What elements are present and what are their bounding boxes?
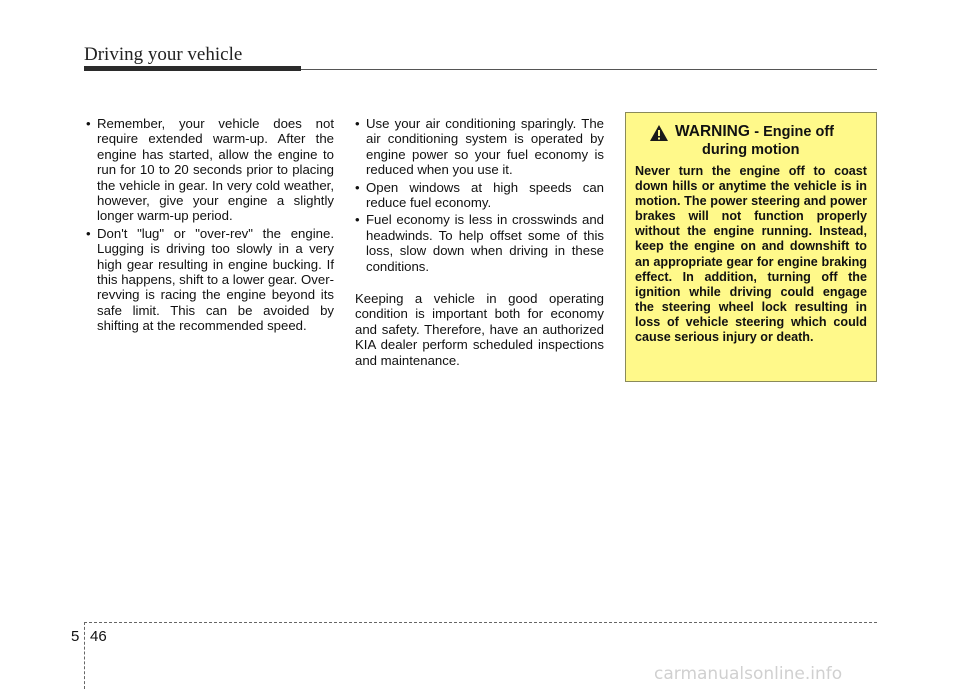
bullet-text: Open windows at high speeds can reduce fuel economy. — [366, 179, 604, 211]
footer-divider — [84, 622, 85, 689]
warning-triangle-icon — [649, 124, 669, 142]
list-item — [355, 180, 604, 211]
warning-subtitle-line2: during motion — [702, 142, 800, 158]
warning-box — [625, 112, 877, 382]
watermark: carmanualsonline.info — [654, 664, 843, 684]
left-bullet-list — [86, 116, 334, 334]
bullet-text: Remember, your vehicle does not require extended warm-up. After the engine has started, allow the engine to run for 10 to 20 seconds prior to placing the vehicle in gear. In very cold weather, however, give your engine a slightly longer warm-up period. — [97, 116, 334, 224]
middle-column — [355, 116, 604, 368]
bullet-text: Fuel economy is less in crosswinds and headwinds. To help offset some of this loss, slow down when driving in these conditions. — [366, 212, 604, 274]
warning-label — [675, 123, 834, 141]
warning-header — [635, 121, 867, 159]
header-bar — [84, 66, 301, 71]
bullet-marker: • — [86, 116, 91, 131]
list-item — [355, 212, 604, 274]
bullet-marker: • — [355, 179, 360, 195]
bullet-marker: • — [86, 225, 91, 241]
bullet-text: Use your air conditioning sparingly. The air conditioning system is operated by engine power so your fuel economy is reduced when you use it. — [366, 116, 604, 178]
bullet-marker: • — [355, 212, 360, 228]
chapter-number: 5 — [71, 628, 80, 645]
bullet-text: Don't "lug" or "over-rev" the engine. Lugging is driving too slowly in a very high gear resulting in engine bucking. If this happens, shift to a lower gear. Over-revving is racing the engine beyond its safe limit. This can be avoided by shifting at the recommended speed. — [97, 225, 334, 334]
footer-rule — [84, 622, 877, 623]
warning-body: Never turn the engine off to coast down hills or anytime the vehicle is in motion. The power steering and power brakes will not function properly without the engine running. Instead, keep the engine on and downshift to an appropriate gear for engine braking effect. In addition, turning off the ignition while driving could engage the steering wheel lock resulting in loss of vehicle steering which could cause serious injury or death. — [635, 164, 867, 345]
bullet-marker: • — [355, 116, 360, 131]
page-header-title: Driving your vehicle — [84, 44, 243, 65]
header-rule — [301, 69, 877, 70]
list-item — [86, 116, 334, 224]
page-number: 46 — [90, 628, 107, 645]
warning-label-text: WARNING — [675, 123, 750, 140]
middle-bullet-list — [355, 116, 604, 274]
maintenance-paragraph: Keeping a vehicle in good operating condition is important both for economy and safety. Therefore, have an authorized KIA dealer perform scheduled inspections and maintenance. — [355, 291, 604, 368]
left-column — [86, 116, 334, 336]
list-item — [86, 226, 334, 334]
warning-subtitle-line1: - Engine off — [754, 124, 834, 140]
list-item — [355, 116, 604, 178]
